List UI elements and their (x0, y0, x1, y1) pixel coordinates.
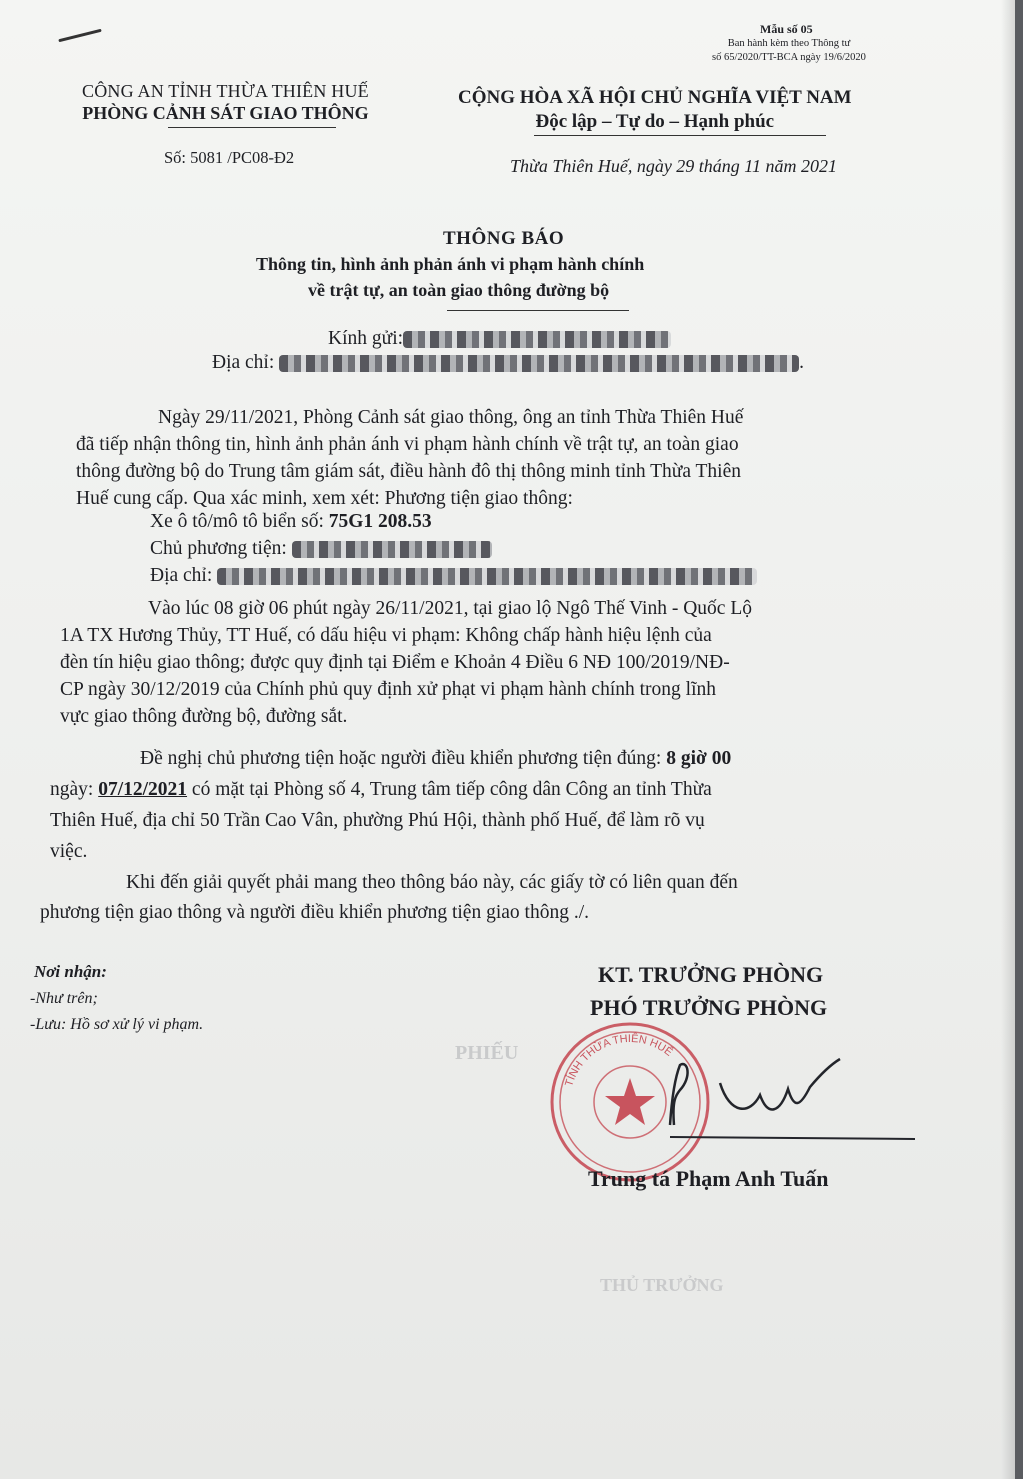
p3-line4: việc. (50, 841, 88, 862)
recipient-address-label: Địa chỉ: (212, 352, 275, 373)
show-through-text: PHIẾU (455, 1042, 519, 1064)
title-underline (447, 310, 629, 311)
owner-address-label: Địa chỉ: (150, 565, 213, 586)
recipients-item-2: -Lưu: Hồ sơ xử lý vi phạm. (30, 1016, 204, 1033)
redacted-owner-address (217, 568, 757, 585)
paragraph-3 (50, 743, 731, 867)
p1-line2: đã tiếp nhận thông tin, hình ảnh phản ánh vi phạm hành chính về trật tự, an toàn giao (76, 434, 739, 455)
national-header (458, 86, 852, 134)
redacted-recipient-name (403, 331, 671, 348)
address-period: . (799, 352, 805, 373)
vehicle-owner-line (150, 538, 492, 560)
nation-name: CỘNG HÒA XÃ HỘI CHỦ NGHĨA VIỆT NAM (458, 87, 852, 108)
place-date: Thừa Thiên Huế, ngày 29 tháng 11 năm 2021 (510, 156, 837, 176)
motto-underline (534, 135, 826, 136)
redacted-recipient-address (279, 355, 799, 372)
paragraph-4 (40, 868, 738, 928)
signer-name: Trung tá Phạm Anh Tuấn (588, 1166, 829, 1191)
p3-line3: Thiên Huế, địa chỉ 50 Trần Cao Vân, phường Phú Hội, thành phố Huế, để làm rõ vụ (50, 810, 705, 831)
recipients-item-1: -Như trên; (30, 990, 98, 1007)
recipients-label: Nơi nhận: (34, 962, 107, 981)
paragraph-1 (76, 404, 956, 512)
p1-line4: Huế cung cấp. Qua xác minh, xem xét: Phương tiện giao thông: (76, 488, 573, 509)
stamp-text: TỈNH THỪA THIÊN HUẾ (563, 1032, 675, 1089)
document-subtitle-2: về trật tự, an toàn giao thông đường bộ (308, 280, 610, 300)
p1-line3: thông đường bộ do Trung tâm giám sát, điều hành đô thị thông minh tỉnh Thừa Thiên (76, 461, 741, 482)
plate-number: 75G1 208.53 (328, 511, 432, 532)
document-number: Số: 5081 /PC08-Đ2 (164, 148, 295, 167)
p2-line3: đèn tín hiệu giao thông; được quy định tại Điểm e Khoản 4 Điều 6 NĐ 100/2019/NĐ- (60, 652, 730, 673)
form-code: Mẫu số 05 (760, 22, 813, 36)
p3-line2 (50, 774, 731, 805)
redacted-owner-name (292, 541, 492, 558)
appointment-time: 8 giờ 00 (666, 748, 732, 769)
pen-mark (58, 29, 101, 43)
national-motto: Độc lập – Tự do – Hạnh phúc (535, 111, 775, 132)
p2-line5: vực giao thông đường bộ, đường sắt. (60, 706, 348, 727)
document-subtitle-1: Thông tin, hình ảnh phản ánh vi phạm hành chính (256, 254, 645, 274)
p2-line4: CP ngày 30/12/2019 của Chính phủ quy định xử phạt vi phạm hành chính trong lĩnh (60, 679, 717, 700)
signature-title-1: KT. TRƯỞNG PHÒNG (598, 962, 824, 987)
recipient-label: Kính gửi: (328, 328, 404, 349)
form-issued-line2: số 65/2020/TT-BCA ngày 19/6/2020 (712, 52, 866, 63)
owner-address-line (150, 565, 757, 587)
p4-line2: phương tiện giao thông và người điều khiển phương tiện giao thông ./. (40, 902, 589, 923)
document-title: THÔNG BÁO (443, 228, 565, 249)
appointment-date: 07/12/2021 (98, 779, 188, 800)
p1-line1: Ngày 29/11/2021, Phòng Cảnh sát giao thông, ông an tỉnh Thừa Thiên Huế (158, 407, 744, 428)
signature-title-2: PHÓ TRƯỞNG PHÒNG (590, 995, 828, 1020)
plate-label: Xe ô tô/mô tô biển số: (150, 511, 324, 532)
p3-line1 (50, 743, 731, 774)
p4-line1: Khi đến giải quyết phải mang theo thông báo này, các giấy tờ có liên quan đến (126, 872, 738, 893)
p3-line2-text: có mặt tại Phòng số 4, Trung tâm tiếp công dân Công an tỉnh Thừa (191, 779, 712, 800)
show-through-text-2: THỦ TRƯỞNG (600, 1275, 724, 1295)
recipient-line (328, 328, 671, 350)
form-issued-note (712, 37, 866, 65)
issuing-authority (82, 80, 369, 124)
paragraph-2 (60, 595, 752, 730)
authority-underline (168, 127, 336, 128)
p3-line2-label: ngày: (50, 779, 94, 800)
p2-line1: Vào lúc 08 giờ 06 phút ngày 26/11/2021, tại giao lộ Ngô Thế Vinh - Quốc Lộ (148, 598, 752, 619)
authority-line2: PHÒNG CẢNH SÁT GIAO THÔNG (82, 103, 369, 123)
p2-line2: 1A TX Hương Thủy, TT Huế, có dấu hiệu vi phạm: Không chấp hành hiệu lệnh của (60, 625, 712, 646)
vehicle-plate-line (150, 511, 432, 533)
p3-line1-text: Đề nghị chủ phương tiện hoặc người điều khiển phương tiện đúng: (140, 748, 662, 769)
handwritten-signature (610, 1055, 930, 1155)
authority-line1: CÔNG AN TỈNH THỪA THIÊN HUẾ (82, 81, 369, 101)
form-issued-line1: Ban hành kèm theo Thông tư (727, 38, 851, 49)
owner-label: Chủ phương tiện: (150, 538, 287, 559)
recipient-address-line (212, 352, 804, 374)
